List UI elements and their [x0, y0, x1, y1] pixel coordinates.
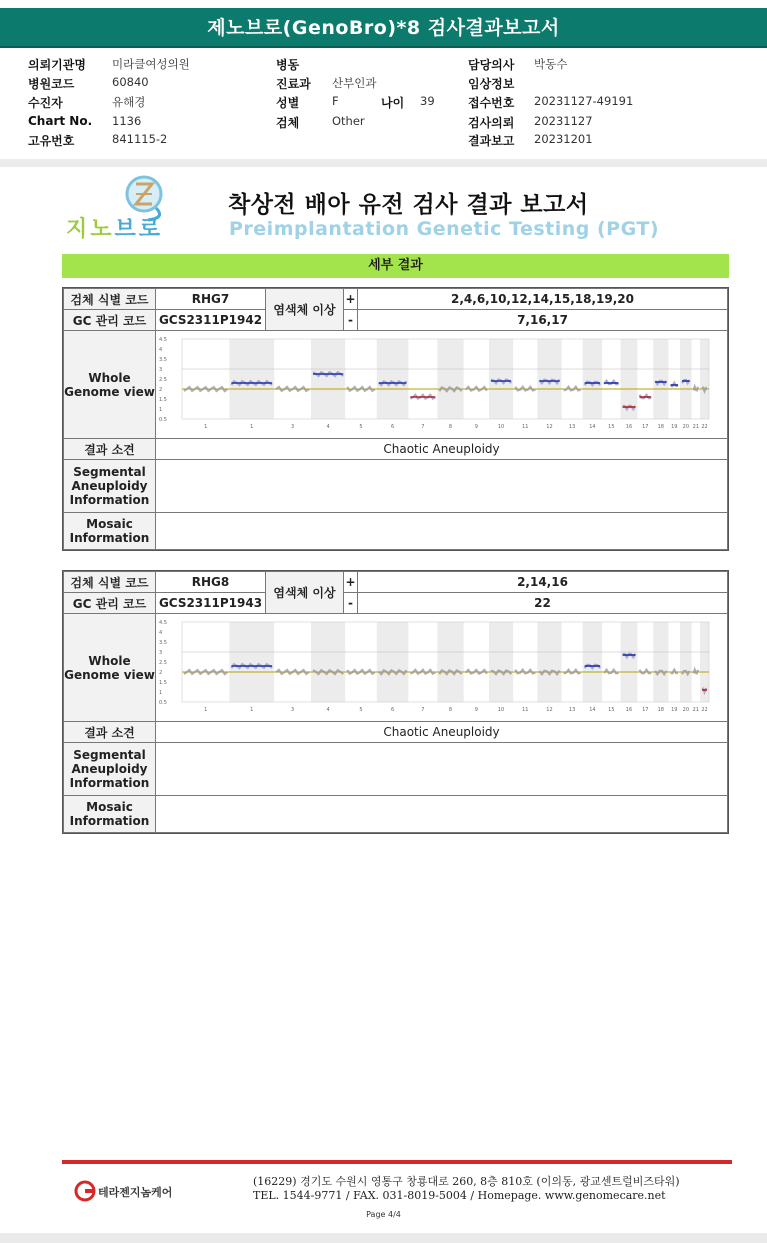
- report-main-title: 착상전 배아 유전 검사 결과 보고서: [228, 192, 589, 218]
- x-tick-label: 6: [390, 424, 395, 430]
- x-tick-label: 18: [657, 424, 665, 430]
- chromosome-band: [653, 622, 668, 702]
- chrom-abnormal-label: 염색체 이상: [266, 289, 344, 331]
- gain-chromosomes: 2,4,6,10,12,14,15,18,19,20: [358, 289, 728, 310]
- sample-id-label: 검체 식별 코드: [64, 572, 156, 593]
- company-name: 테라젠지놈케어: [98, 1186, 173, 1199]
- x-tick-label: 22: [701, 424, 708, 430]
- chromosome-band: [700, 339, 709, 419]
- copy-number-plot: [156, 331, 721, 435]
- hospital-code-label: 병원코드: [28, 77, 75, 91]
- unique-no-value: 841115-2: [112, 132, 168, 146]
- x-tick-label: 20: [682, 424, 690, 430]
- section-separator: [0, 159, 767, 167]
- chromosome-band: [437, 622, 463, 702]
- chromosome-band: [311, 622, 345, 702]
- info-row-3: [0, 94, 767, 112]
- x-tick-label: 5: [359, 424, 363, 430]
- chromosome-band: [437, 339, 463, 419]
- x-tick-label: 7: [421, 424, 425, 430]
- recipient-value: 유해경: [112, 95, 146, 109]
- x-tick-label: 1: [250, 707, 254, 713]
- institution-label: 의뢰기관명: [28, 58, 86, 72]
- x-tick-label: 15: [608, 424, 615, 430]
- clinical-label: 임상정보: [468, 77, 515, 91]
- doctor-value: 박동수: [534, 57, 568, 71]
- whole-genome-plot-cell: [156, 331, 728, 439]
- x-tick-label: 3: [290, 707, 295, 713]
- x-tick-label: 8: [448, 707, 453, 713]
- result-label: 결과보고: [468, 134, 515, 148]
- gc-code-label: GC 관리 코드: [64, 593, 156, 614]
- gain-sign: +: [344, 572, 358, 593]
- x-tick-label: 1: [250, 424, 254, 430]
- x-tick-label: 4: [326, 707, 330, 713]
- x-tick-label: 7: [421, 707, 425, 713]
- sample-id-label: 검체 식별 코드: [64, 289, 156, 310]
- chromosome-points: [694, 670, 698, 674]
- segmental-label: Segmental Aneuploidy Information: [64, 460, 156, 513]
- y-tick-label: 3.5: [159, 640, 167, 646]
- chromosome-points: [347, 387, 375, 391]
- finding-label: 결과 소견: [64, 439, 156, 460]
- info-row-5: [0, 132, 767, 150]
- company-logo-icon: [74, 1180, 96, 1202]
- company-logo: [74, 1180, 194, 1202]
- chromosome-points: [347, 670, 375, 674]
- x-tick-label: 16: [625, 424, 633, 430]
- x-tick-label: 9: [474, 707, 478, 713]
- chromosome-band: [489, 622, 513, 702]
- chromosome-band: [583, 339, 602, 419]
- gc-code-value: GCS2311P1943: [156, 593, 266, 614]
- x-tick-label: 17: [642, 707, 649, 713]
- report-banner-title: 제노브로(GenoBro)*8 검사결과보고서: [207, 17, 560, 39]
- y-tick-label: 1: [159, 407, 163, 413]
- request-value: 20231127: [534, 114, 593, 128]
- institution-value: 미라클여성의원: [112, 57, 190, 71]
- page-number: Page 4/4: [366, 1210, 401, 1219]
- info-row-1: [0, 56, 767, 74]
- x-tick-label: 21: [692, 707, 700, 713]
- hospital-code-value: 60840: [112, 75, 149, 89]
- mosaic-value: [156, 513, 728, 550]
- segmental-value: [156, 743, 728, 796]
- y-tick-label: 4: [159, 347, 163, 353]
- y-tick-label: 2.5: [159, 660, 167, 666]
- chromosome-band: [537, 622, 561, 702]
- chromosome-points: [276, 387, 309, 391]
- chromosome-band: [377, 339, 409, 419]
- x-tick-label: 16: [625, 707, 633, 713]
- sample-id-value: RHG7: [156, 289, 266, 310]
- x-tick-label: 3: [290, 424, 295, 430]
- result-value: 20231201: [534, 132, 593, 146]
- patient-info: [0, 54, 767, 154]
- finding-label: 결과 소견: [64, 722, 156, 743]
- logo-text-b: 브로: [114, 217, 164, 242]
- logo-text-a: 지노: [66, 217, 115, 242]
- x-tick-label: 8: [448, 424, 453, 430]
- report-sub-title: Preimplantation Genetic Testing (PGT): [229, 218, 659, 240]
- chromosome-band: [229, 339, 274, 419]
- bottom-strip: [0, 1233, 767, 1243]
- sample-id-value: RHG8: [156, 572, 266, 593]
- y-tick-label: 2: [159, 670, 163, 676]
- genobro-logo: [60, 174, 200, 244]
- unique-no-label: 고유번호: [28, 134, 75, 148]
- x-tick-label: 14: [589, 424, 596, 430]
- y-tick-label: 3: [159, 650, 163, 656]
- receipt-value: 20231127-49191: [534, 94, 634, 108]
- chromosome-band: [653, 339, 668, 419]
- chart-no-value: 1136: [112, 114, 142, 128]
- x-tick-label: 17: [642, 424, 649, 430]
- mosaic-label: Mosaic Information: [64, 796, 156, 833]
- chromosome-points: [410, 670, 435, 674]
- sex-value: F: [332, 94, 339, 108]
- finding-value: Chaotic Aneuploidy: [156, 439, 728, 460]
- loss-sign: -: [344, 593, 358, 614]
- x-tick-label: 19: [671, 424, 678, 430]
- gain-sign: +: [344, 289, 358, 310]
- report-banner: [0, 8, 767, 48]
- chart-no-label: Chart No.: [28, 114, 93, 128]
- specimen-value: Other: [332, 114, 365, 128]
- mosaic-value: [156, 796, 728, 833]
- x-tick-label: 14: [589, 707, 596, 713]
- company-address: [253, 1175, 680, 1203]
- y-tick-label: 2.5: [159, 377, 167, 383]
- x-tick-label: 11: [522, 707, 529, 713]
- footer-divider: [62, 1160, 732, 1164]
- receipt-label: 접수번호: [468, 96, 515, 110]
- detail-results-bar: 세부 결과: [62, 254, 729, 278]
- specimen-label: 검체: [276, 116, 300, 130]
- whole-genome-label: Whole Genome view: [64, 331, 156, 439]
- x-tick-label: 13: [568, 707, 576, 713]
- x-tick-label: 18: [657, 707, 665, 713]
- y-tick-label: 1.5: [159, 397, 167, 403]
- x-tick-label: 12: [546, 424, 553, 430]
- x-tick-label: 20: [682, 707, 690, 713]
- x-tick-label: 21: [692, 424, 700, 430]
- chromosome-points: [276, 670, 309, 674]
- chromosome-band: [680, 622, 692, 702]
- chromosome-band: [377, 622, 409, 702]
- y-tick-label: 2: [159, 387, 163, 393]
- ward-label: 병동: [276, 58, 300, 72]
- segmental-label: Segmental Aneuploidy Information: [64, 743, 156, 796]
- age-value: 39: [420, 94, 435, 108]
- sample-card-1: [62, 287, 729, 551]
- x-tick-label: 11: [522, 424, 529, 430]
- logo-wordmark: [66, 212, 163, 243]
- address-line-2: TEL. 1544-9771 / FAX. 031-8019-5004 / Homepage. www.genomecare.net: [253, 1189, 666, 1202]
- x-tick-label: 5: [359, 707, 363, 713]
- address-line-1: (16229) 경기도 수원시 영통구 창룡대로 260, 8층 810호 (이의동, 광교센트럴비즈타워): [253, 1175, 680, 1188]
- gain-chromosomes: 2,14,16: [358, 572, 728, 593]
- loss-chromosomes: 7,16,17: [358, 310, 728, 331]
- doctor-label: 담당의사: [468, 58, 515, 72]
- gc-code-label: GC 관리 코드: [64, 310, 156, 331]
- chromosome-points: [466, 387, 487, 391]
- y-tick-label: 0.5: [159, 700, 167, 706]
- chromosome-band: [583, 622, 602, 702]
- y-tick-label: 3.5: [159, 357, 167, 363]
- x-tick-label: 1: [204, 424, 208, 430]
- y-tick-label: 4: [159, 630, 163, 636]
- y-tick-label: 3: [159, 367, 163, 373]
- x-tick-label: 15: [608, 707, 615, 713]
- segmental-value: [156, 460, 728, 513]
- loss-chromosomes: 22: [358, 593, 728, 614]
- x-tick-label: 13: [568, 424, 576, 430]
- x-tick-label: 4: [326, 424, 330, 430]
- y-tick-label: 1: [159, 690, 163, 696]
- sex-label: 성별: [276, 96, 300, 110]
- sample-card-2: [62, 570, 729, 834]
- x-tick-label: 22: [701, 707, 708, 713]
- chrom-abnormal-label: 염색체 이상: [266, 572, 344, 614]
- chromosome-band: [621, 622, 638, 702]
- chromosome-band: [537, 339, 561, 419]
- x-tick-label: 9: [474, 424, 478, 430]
- y-tick-label: 1.5: [159, 680, 167, 686]
- info-row-2: [0, 75, 767, 93]
- y-tick-label: 4.5: [159, 337, 167, 343]
- x-tick-label: 10: [497, 424, 505, 430]
- chromosome-band: [229, 622, 274, 702]
- chromosome-points: [694, 387, 698, 391]
- whole-genome-plot-cell: [156, 614, 728, 722]
- gc-code-value: GCS2311P1942: [156, 310, 266, 331]
- age-label: 나이: [381, 96, 405, 110]
- info-row-4: [0, 114, 767, 132]
- recipient-label: 수진자: [28, 96, 63, 110]
- x-tick-label: 1: [204, 707, 208, 713]
- y-tick-label: 0.5: [159, 417, 167, 423]
- x-tick-label: 19: [671, 707, 678, 713]
- department-label: 진료과: [276, 77, 311, 91]
- x-tick-label: 10: [497, 707, 505, 713]
- request-label: 검사의뢰: [468, 116, 515, 130]
- finding-value: Chaotic Aneuploidy: [156, 722, 728, 743]
- x-tick-label: 12: [546, 707, 553, 713]
- copy-number-plot: [156, 614, 721, 718]
- department-value: 산부인과: [332, 76, 377, 90]
- whole-genome-label: Whole Genome view: [64, 614, 156, 722]
- chromosome-points: [466, 670, 487, 674]
- x-tick-label: 6: [390, 707, 395, 713]
- chromosome-band: [311, 339, 345, 419]
- y-tick-label: 4.5: [159, 620, 167, 626]
- loss-sign: -: [344, 310, 358, 331]
- mosaic-label: Mosaic Information: [64, 513, 156, 550]
